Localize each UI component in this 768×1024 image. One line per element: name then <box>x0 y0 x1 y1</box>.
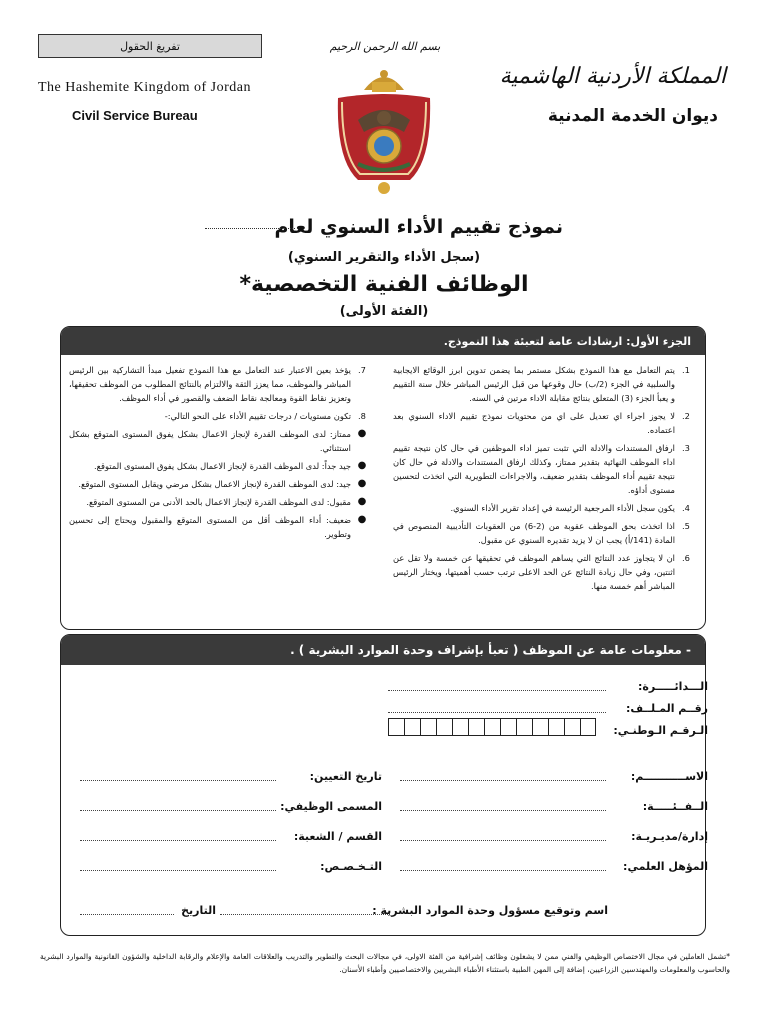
rating-level <box>69 459 373 473</box>
section-field[interactable] <box>80 830 276 841</box>
specialization-field[interactable] <box>80 860 276 871</box>
year-field[interactable] <box>205 228 295 229</box>
bureau-name-ar: ديوان الخدمة المدنية <box>547 106 718 126</box>
hr-signature-field[interactable] <box>220 904 390 915</box>
coat-of-arms-icon <box>328 60 440 200</box>
instruction-item <box>393 551 697 593</box>
job-title-field[interactable] <box>80 800 276 811</box>
file-number-field[interactable] <box>388 702 606 713</box>
department-field[interactable] <box>388 680 606 691</box>
digit-box[interactable] <box>548 718 564 736</box>
rating-level <box>69 513 373 541</box>
instruction-item <box>69 363 373 405</box>
instruction-text: ارفاق المستندات والادلة التي تثبت تميز اداء الموظفين في حال كان نتيجة تقييم اداء الموظف النهائية بتقدير ممتاز، وكذلك ارفاق المستندات والادلة في حال كان نتيجة تقييم أداء الموظف بتقدير ضعيف، والاجراءات التطويرية التي اتخذت لتحسين مستوى أداؤه. <box>393 443 675 495</box>
appointment-date-field[interactable] <box>80 770 276 781</box>
digit-box[interactable] <box>420 718 436 736</box>
kingdom-name-ar: المملكة الأردنية الهاشمية <box>499 64 726 89</box>
digit-box[interactable] <box>388 718 404 736</box>
rating-level-text: جيد جداً: لدى الموظف القدرة لإنجاز الاعمال بشكل يفوق المستوى المتوقع. <box>93 461 351 471</box>
instructions-right-column <box>383 363 697 597</box>
employee-info-heading: - معلومات عامة عن الموظف ( تعبأ بإشراف وحدة الموارد البشرية ) . <box>61 635 705 665</box>
instruction-text: اذا اتخذت بحق الموظف عقوبة من (2-6) من العقوبات التأديبية المنصوص في المادة (141/أ) يجب ان لا يزيد تقديره السنوي عن مقبول. <box>393 521 675 545</box>
rating-level <box>69 427 373 455</box>
instruction-text: يتم التعامل مع هذا النموذج بشكل مستمر بما يضمن تدوين ابرز الوقائع الايجابية والسلبية في الجزء (2/ب) حال وقوعها من قبل الرئيس المباشر خلال سنة التقييم و يعبأ الجزء (3) المتعلق بنتائج مقابلة الاداء مرتين في السنه. <box>393 365 675 403</box>
instruction-item <box>393 409 697 437</box>
digit-box[interactable] <box>564 718 580 736</box>
date-field[interactable] <box>80 904 174 915</box>
instruction-number: 7. <box>358 365 366 375</box>
digit-box[interactable] <box>436 718 452 736</box>
digit-box[interactable] <box>532 718 548 736</box>
bullet-icon: ● <box>357 460 367 471</box>
name-label: الاســـــــــــم: <box>630 770 708 783</box>
digit-box[interactable] <box>452 718 468 736</box>
instructions-heading: الجزء الأول: ارشادات عامة لتعبئة هذا النموذج. <box>61 327 705 355</box>
national-number-label: الـرقـم الـوطنـي: <box>613 724 708 737</box>
basmala-calligraphy: بسم الله الرحمن الرحيم <box>329 40 441 53</box>
rating-level-text: مقبول: لدى الموظف القدرة لإنجاز الاعمال بالحد الأدنى من المستوى المتوقع. <box>86 497 351 507</box>
digit-box[interactable] <box>516 718 532 736</box>
rating-level <box>69 477 373 491</box>
bullet-icon: ● <box>357 514 367 525</box>
form-subtitle-jobs: الوظائف الفنية التخصصية* <box>239 272 529 297</box>
file-number-label: رقــم المـلــف: <box>625 702 708 715</box>
rating-level <box>69 495 373 509</box>
instruction-number: 3. <box>682 443 690 453</box>
instruction-text: يؤخذ بعين الاعتبار عند التعامل مع هذا النموذج تفعيل مبدأ التشاركية بين الرئيس المباشر والموظف، مما يعزز الثقة والالتزام بالنتائج المطلوب من الموظف تحقيقها، وتعزيز نقاط القوة ومعالجة نقاط الضعف والقصور في أداء الموظف. <box>69 365 351 403</box>
specialization-label: التـخـصـص: <box>320 860 382 873</box>
qualification-label: المؤهل العلمي: <box>623 860 708 873</box>
instruction-number: 1. <box>682 365 690 375</box>
digit-box[interactable] <box>468 718 484 736</box>
rating-level-text: ضعيف: أداء الموظف أقل من المستوى المتوقع والمقبول ويحتاج إلى تحسين وتطوير. <box>69 515 351 539</box>
appointment-date-label: تاريخ التعيين: <box>309 770 382 783</box>
national-number-field[interactable] <box>388 718 596 736</box>
job-title-label: المسمى الوظيفي: <box>280 800 382 813</box>
digit-box[interactable] <box>580 718 596 736</box>
section-label: القسم / الشعبة: <box>293 830 382 843</box>
instruction-item <box>69 409 373 423</box>
clear-fields-button[interactable]: تفريغ الحقول <box>38 34 262 58</box>
rating-level-text: ممتاز: لدى الموظف القدرة لإنجاز الاعمال بشكل يفوق المستوى المتوقع بشكل استثنائي. <box>69 429 351 453</box>
bullet-icon: ● <box>357 496 367 507</box>
directorate-field[interactable] <box>400 830 606 841</box>
directorate-label: إدارة/مديـريـة: <box>631 830 708 843</box>
footnote: *تشمل العاملين في مجال الاختصاص الوظيفي والفني ممن لا يشغلون وظائف إشرافية من الفئة الاولى، في مجالات البحث والتطوير والتدريب والعلاقات العامة والإعلام والرقابة الداخلية والشؤون القانونية والموارد البشرية والحاسوب والمعلومات والمهندسين الزراعيين، إضافة إلى المهن الطبية باستثناء الأطباء البشريين والاختصاصيين وأطباء الأسنان. <box>40 952 730 974</box>
instruction-text: ان لا يتجاوز عدد النتائج التي يساهم الموظف في تحقيقها عن خمسة ولا تقل عن اثنتين، وفي حال زيادة النتائج عن الحد الاعلى ترتب حسب أهميتها، ويختار الرئيس المباشر أهم خمسة منها. <box>393 553 675 591</box>
instructions-section <box>60 326 706 630</box>
instruction-number: 6. <box>682 553 690 563</box>
instruction-item <box>393 363 697 405</box>
instruction-text: تكون مستويات / درجات تقييم الأداء على النحو التالي:- <box>164 411 351 421</box>
form-title: نموذج تقييم الأداء السنوي لعام <box>274 216 563 238</box>
bullet-icon: ● <box>357 478 367 489</box>
instructions-left-column <box>69 363 383 597</box>
digit-box[interactable] <box>404 718 420 736</box>
category-field[interactable] <box>400 800 606 811</box>
instruction-text: يكون سجل الأداء المرجعية الرئيسة في إعداد تقرير الأداء السنوي. <box>450 503 675 513</box>
rating-level-text: جيد: لدى الموظف القدرة لإنجاز الاعمال بشكل مرضي ويقابل المستوى المتوقع. <box>78 479 351 489</box>
instruction-number: 2. <box>682 411 690 421</box>
instruction-item <box>393 501 697 515</box>
instruction-item <box>393 519 697 547</box>
form-subtitle-record: (سجل الأداء والتقرير السنوي) <box>287 250 481 265</box>
date-label: التاريخ <box>181 904 216 917</box>
hr-signature-label: اسم وتوقيع مسؤول وحدة الموارد البشرية : <box>372 904 608 917</box>
instruction-number: 5. <box>682 521 690 531</box>
instruction-text: لا يجوز اجراء اي تعديل على اي من محتويات نموذج تقييم الاداء السنوي بعد اعتماده. <box>393 411 675 435</box>
instruction-number: 4. <box>682 503 690 513</box>
department-label: الـــدائـــــرة: <box>638 680 708 693</box>
instruction-number: 8. <box>358 411 366 421</box>
form-subtitle-category: (الفئة الأولى) <box>339 304 429 319</box>
bureau-name-en: Civil Service Bureau <box>72 108 198 123</box>
kingdom-name-en: The Hashemite Kingdom of Jordan <box>38 80 252 95</box>
bullet-icon: ● <box>357 428 367 439</box>
qualification-field[interactable] <box>400 860 606 871</box>
category-label: الــفــئـــــة: <box>642 800 708 813</box>
name-field[interactable] <box>400 770 606 781</box>
digit-box[interactable] <box>484 718 500 736</box>
instruction-item <box>393 441 697 497</box>
digit-box[interactable] <box>500 718 516 736</box>
